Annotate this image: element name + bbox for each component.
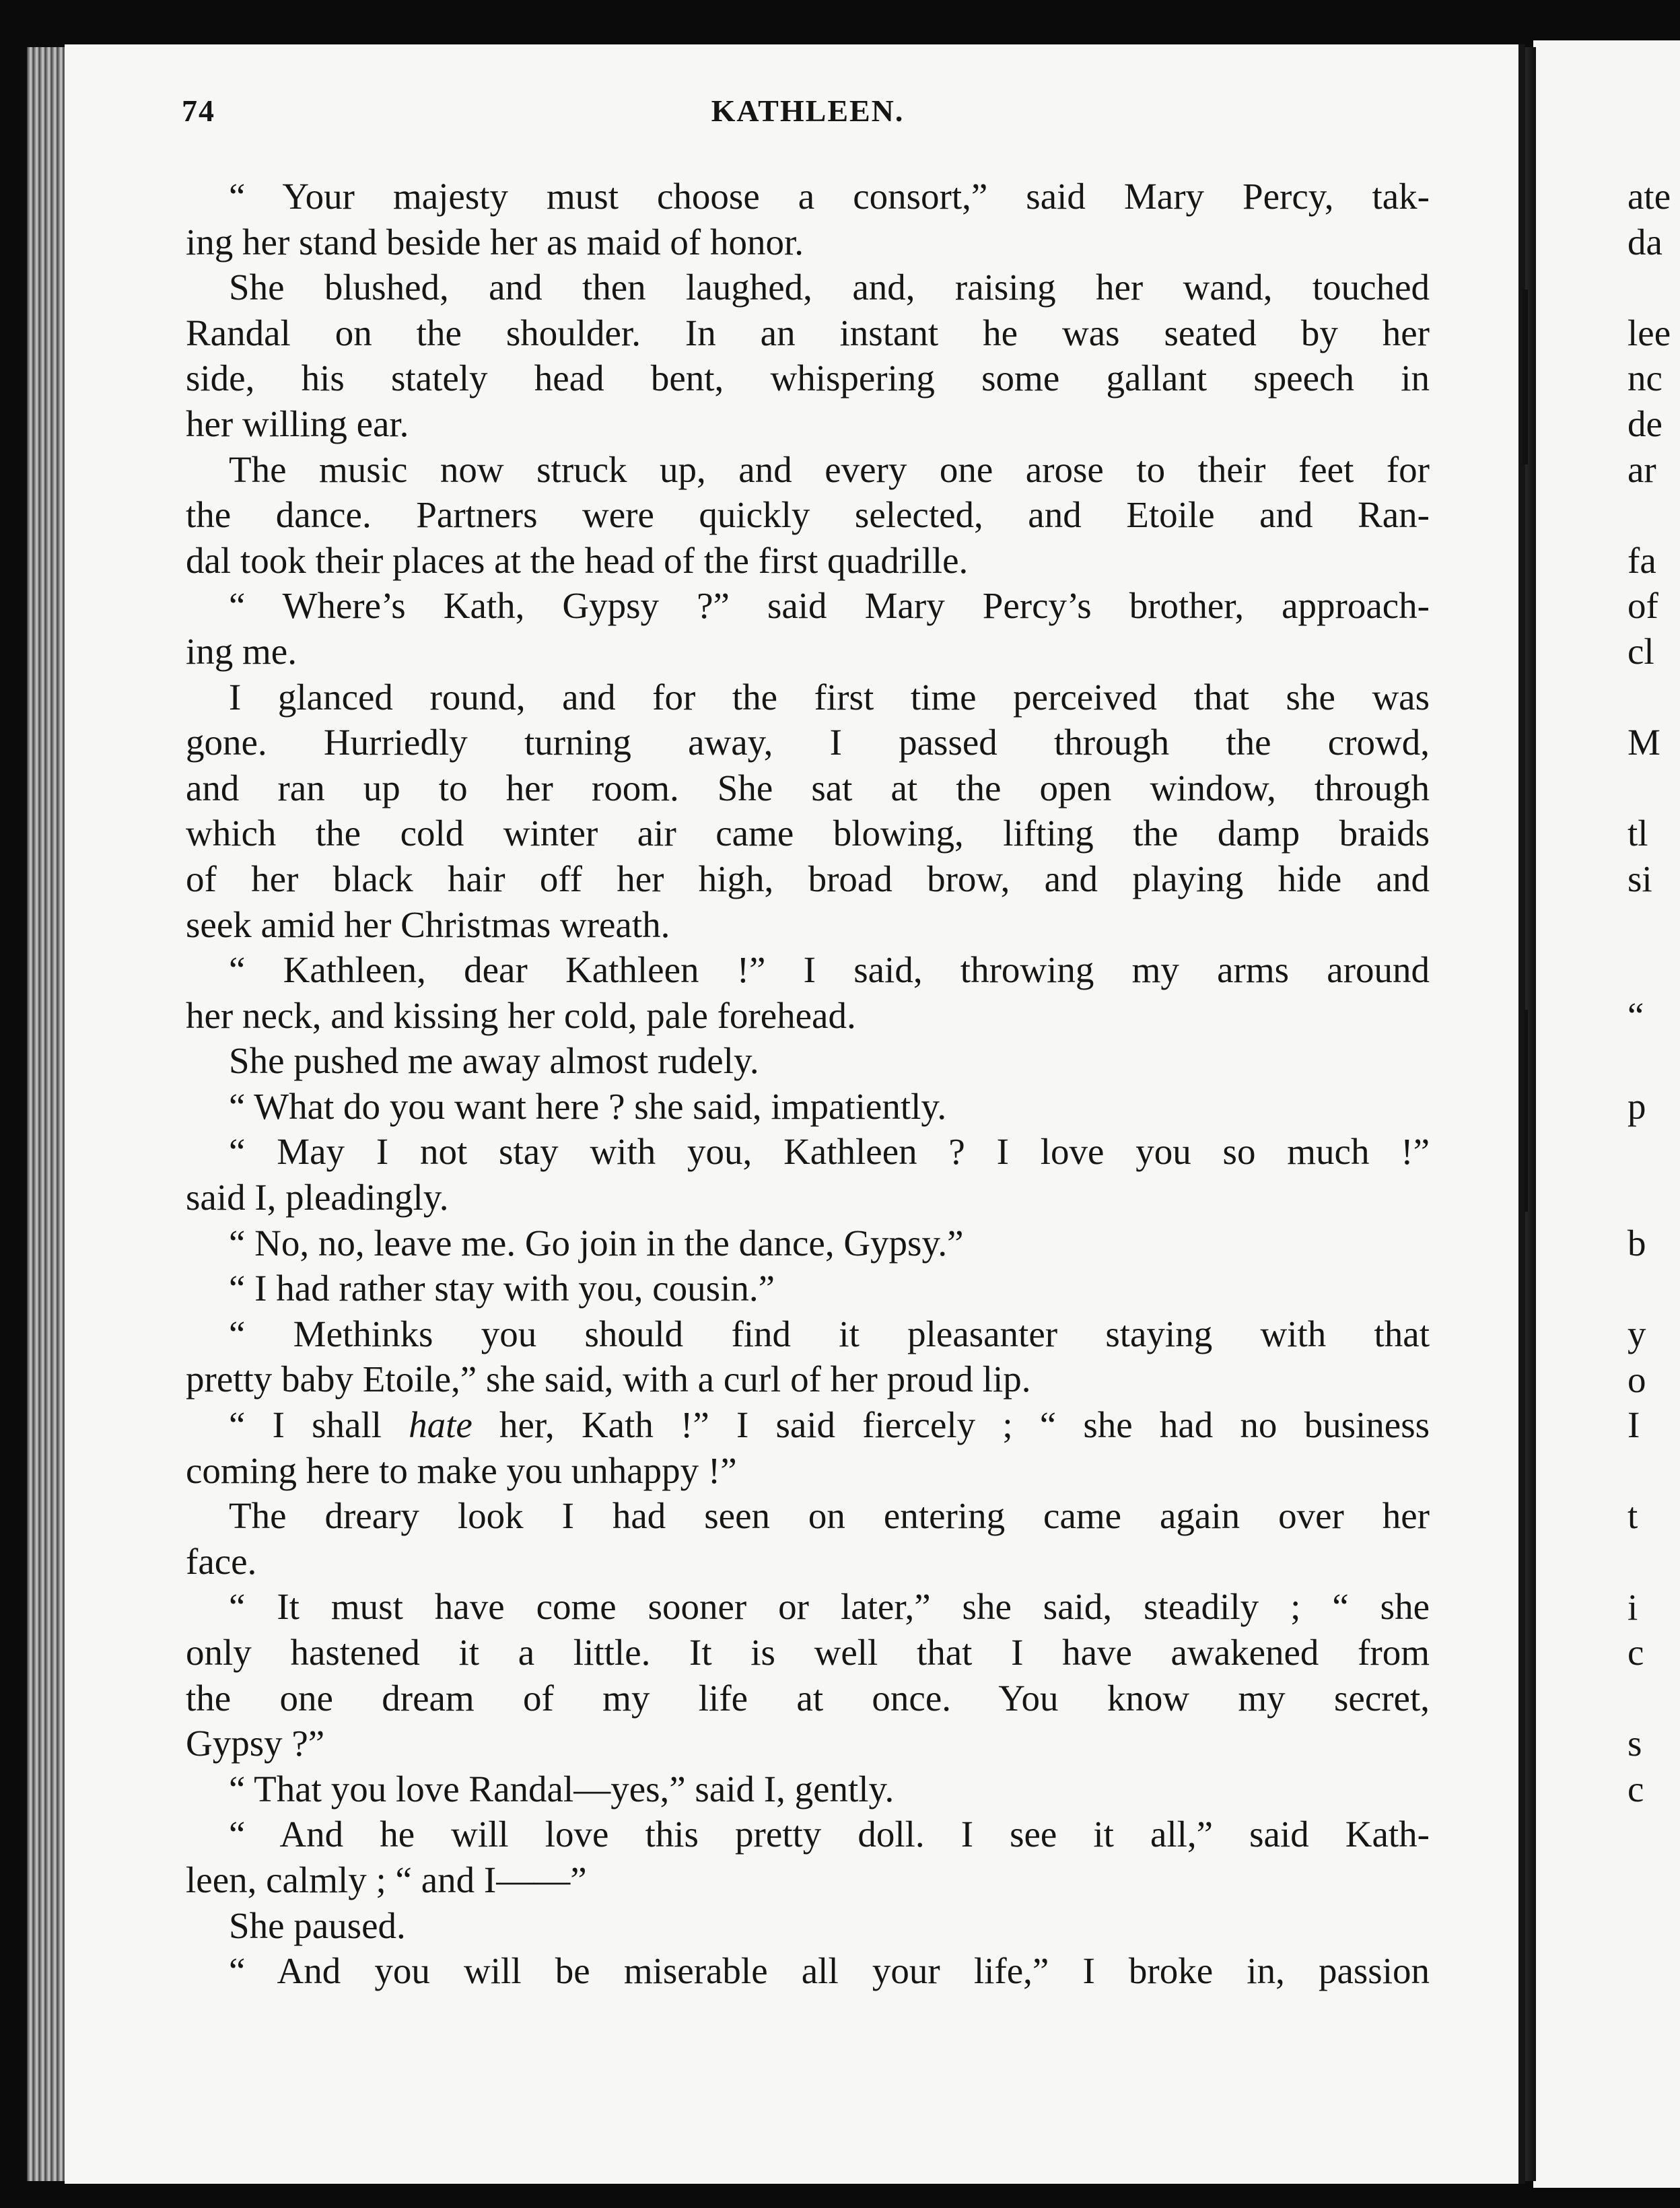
facing-page-fragment: y	[1628, 1313, 1646, 1354]
facing-page-fragment: i	[1628, 1586, 1638, 1628]
text-run: her, Kath !” I said fiercely ; “ she had no business	[472, 1404, 1430, 1446]
text-line: “ And you will be miserable all your life,” I broke in, passion	[229, 1950, 1430, 1992]
text-line: and ran up to her room. She sat at the open window, through	[186, 767, 1430, 808]
facing-page-fragment: t	[1628, 1495, 1638, 1537]
facing-page-fragment: M	[1628, 722, 1660, 763]
text-line: the one dream of my life at once. You know my secret,	[186, 1677, 1430, 1719]
text-line: dal took their places at the head of the first quadrille.	[186, 539, 969, 581]
facing-page-fragment: ate	[1628, 176, 1671, 217]
text-line: her neck, and kissing her cold, pale forehead.	[186, 994, 856, 1036]
facing-page-fragment: of	[1628, 585, 1658, 627]
running-title: KATHLEEN.	[711, 94, 905, 128]
text-line: “ And he will love this pretty doll. I see it all,” said Kath-	[229, 1814, 1430, 1855]
text-line: She paused.	[229, 1904, 406, 1946]
text-line: “ No, no, leave me. Go join in the dance, Gypsy.”	[229, 1222, 964, 1264]
text-line: the dance. Partners were quickly selected, and Etoile and Ran-	[186, 494, 1430, 536]
text-line: “ Kathleen, dear Kathleen !” I said, throwing my arms around	[229, 949, 1430, 991]
text-line: face.	[186, 1540, 257, 1582]
text-line: The dreary look I had seen on entering came again over her	[229, 1495, 1430, 1537]
facing-page-fragment: c	[1628, 1632, 1644, 1674]
gutter-mark	[1524, 1010, 1528, 1212]
text-line: gone. Hurriedly turning away, I passed through the crowd,	[186, 722, 1430, 763]
text-line: “ Where’s Kath, Gypsy ?” said Mary Percy’s brother, approach-	[229, 585, 1430, 627]
text-line: seek amid her Christmas wreath.	[186, 903, 670, 945]
text-line: her willing ear.	[186, 403, 409, 444]
facing-page-fragment: fa	[1628, 539, 1656, 581]
text-line: which the cold winter air came blowing, lifting the damp braids	[186, 813, 1430, 854]
text-line: pretty baby Etoile,” she said, with a curl of her proud lip.	[186, 1358, 1031, 1400]
facing-page-fragment: tl	[1628, 813, 1648, 854]
facing-page-fragment: “	[1628, 994, 1644, 1036]
facing-page-fragment: I	[1628, 1404, 1640, 1446]
running-head	[182, 93, 1434, 133]
text-line: She blushed, and then laughed, and, raising her wand, touched	[229, 267, 1430, 308]
body-text	[186, 174, 1430, 1994]
text-line: “ May I not stay with you, Kathleen ? I love you so much !”	[229, 1131, 1430, 1173]
facing-page-fragment: c	[1628, 1768, 1644, 1809]
text-line: “ It must have come sooner or later,” she said, steadily ; “ she	[229, 1586, 1430, 1628]
facing-page-fragment: s	[1628, 1723, 1642, 1764]
facing-page-fragment: da	[1628, 221, 1663, 263]
text-line: “ Your majesty must choose a consort,” said Mary Percy, tak-	[229, 176, 1430, 217]
facing-page-fragment: b	[1628, 1222, 1646, 1264]
facing-page-fragment: p	[1628, 1086, 1646, 1127]
text-line: “ I had rather stay with you, cousin.”	[229, 1268, 775, 1309]
facing-page-fragment: ar	[1628, 448, 1656, 490]
text-line: said I, pleadingly.	[186, 1177, 449, 1218]
facing-page-fragment: si	[1628, 858, 1652, 899]
text-line: of her black hair off her high, broad brow, and playing hide and	[186, 858, 1430, 899]
text-line: The music now struck up, and every one arose to their feet for	[229, 448, 1430, 490]
text-line: only hastened it a little. It is well that I have awakened from	[186, 1632, 1430, 1673]
text-line: ing me.	[186, 630, 297, 672]
text-line: “ What do you want here ? she said, impatiently.	[229, 1085, 947, 1127]
text-line: coming here to make you unhappy !”	[186, 1449, 737, 1491]
facing-page-fragment: cl	[1628, 631, 1654, 672]
text-line: Gypsy ?”	[186, 1723, 325, 1764]
gutter-mark	[1523, 289, 1528, 464]
text-line: leen, calmly ; “ and I——”	[186, 1859, 587, 1900]
emphasis-run: hate	[409, 1404, 473, 1446]
text-line: ing her stand beside her as maid of honor.	[186, 221, 804, 263]
text-line: Randal on the shoulder. In an instant he was seated by her	[186, 312, 1430, 353]
text-line: side, his stately head bent, whispering some gallant speech in	[186, 357, 1430, 399]
facing-page-fragment: lee	[1628, 312, 1671, 353]
text-line: “ That you love Randal—yes,” said I, gently.	[229, 1768, 895, 1809]
page-number: 74	[182, 94, 215, 128]
text-line: “ Methinks you should find it pleasanter staying with that	[229, 1313, 1430, 1354]
text-run: “ I shall	[229, 1404, 409, 1446]
facing-page-fragment: de	[1628, 403, 1663, 444]
facing-page-fragment: o	[1628, 1358, 1646, 1400]
facing-page-fragment: nc	[1628, 357, 1663, 399]
text-line: I glanced round, and for the first time perceived that she was	[229, 676, 1430, 718]
text-line	[186, 1402, 1430, 1448]
text-line: She pushed me away almost rudely.	[229, 1040, 759, 1082]
